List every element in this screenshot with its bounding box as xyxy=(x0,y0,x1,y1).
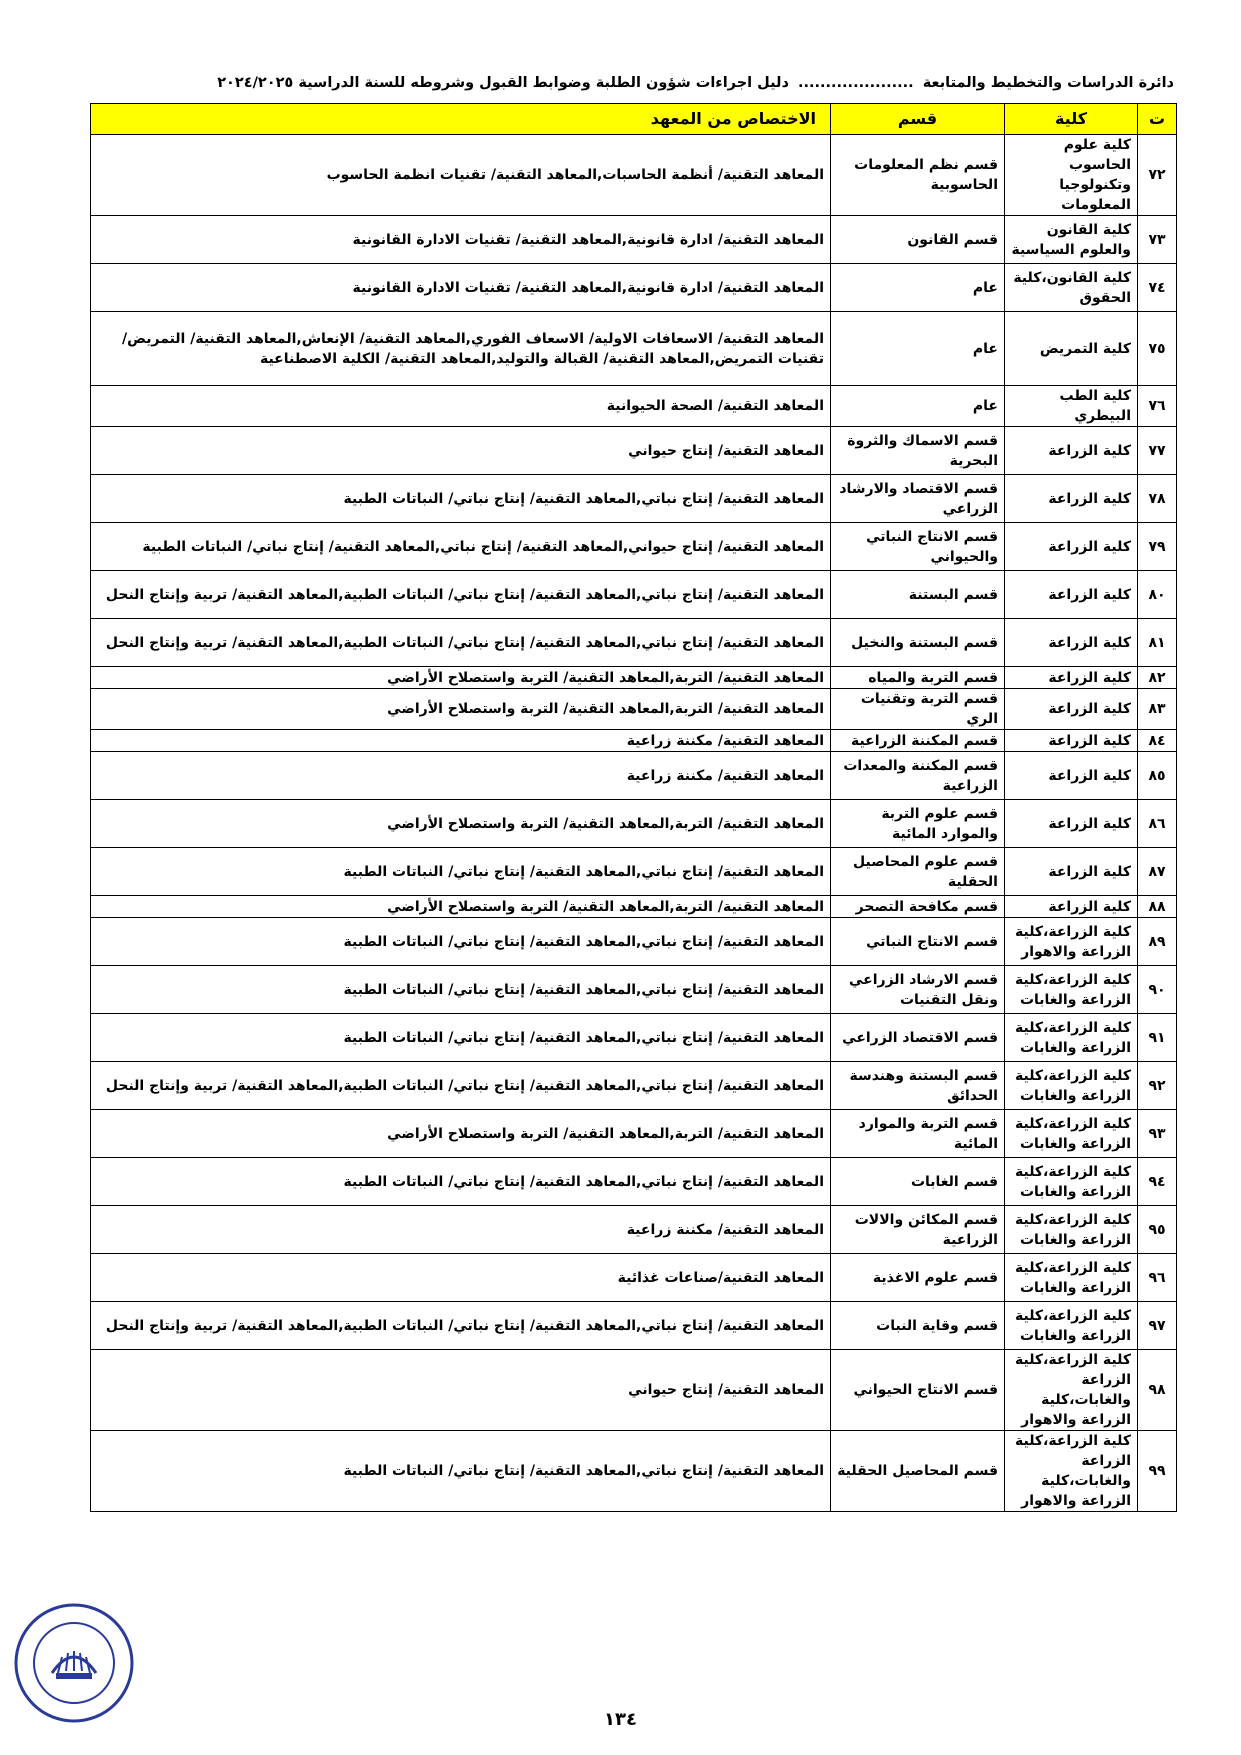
cell-department: قسم مكافحة التصحر xyxy=(831,896,1005,918)
cell-department: قسم التربة والمياه xyxy=(831,667,1005,689)
cell-specialization: المعاهد التقنية/ التربة,المعاهد التقنية/ التربة واستصلاح الأراضي xyxy=(91,667,831,689)
cell-college: كلية الزراعة xyxy=(1005,667,1138,689)
cell-college: كلية الزراعة،كلية الزراعة والغابات xyxy=(1005,1110,1138,1158)
cell-specialization: المعاهد التقنية/ التربة,المعاهد التقنية/ التربة واستصلاح الأراضي xyxy=(91,1110,831,1158)
cell-specialization: المعاهد التقنية/ إنتاج حيواني,المعاهد التقنية/ إنتاج نباتي,المعاهد التقنية/ إنتاج نباتي/ النباتات الطبية xyxy=(91,523,831,571)
cell-department: قسم علوم الاغذية xyxy=(831,1254,1005,1302)
cell-department: قسم التربة وتقنيات الري xyxy=(831,689,1005,730)
cell-number: ٨٠ xyxy=(1138,571,1177,619)
cell-number: ٨٩ xyxy=(1138,918,1177,966)
cell-department: قسم الانتاج النباتي والحيواني xyxy=(831,523,1005,571)
cell-college: كلية الزراعة،كلية الزراعة والاهوار xyxy=(1005,918,1138,966)
cell-specialization: المعاهد التقنية/ التربة,المعاهد التقنية/ التربة واستصلاح الأراضي xyxy=(91,896,831,918)
cell-department: قسم المكننة الزراعية xyxy=(831,730,1005,752)
cell-department: قسم المحاصيل الحقلية xyxy=(831,1431,1005,1512)
cell-specialization: المعاهد التقنية/ إنتاج نباتي,المعاهد التقنية/ إنتاج نباتي/ النباتات الطبية xyxy=(91,1014,831,1062)
cell-department: قسم نظم المعلومات الحاسوبية xyxy=(831,135,1005,216)
table-row xyxy=(91,1158,1177,1206)
cell-number: ٩١ xyxy=(1138,1014,1177,1062)
cell-specialization: المعاهد التقنية/ إنتاج نباتي,المعاهد التقنية/ إنتاج نباتي/ النباتات الطبية xyxy=(91,966,831,1014)
table-row xyxy=(91,752,1177,800)
ministry-seal xyxy=(12,1601,136,1725)
cell-department: قسم الغابات xyxy=(831,1158,1005,1206)
cell-specialization: المعاهد التقنية/ إنتاج نباتي,المعاهد التقنية/ إنتاج نباتي/ النباتات الطبية,المعاهد التقنية/ تربية وإنتاج النحل xyxy=(91,1302,831,1350)
cell-college: كلية الزراعة xyxy=(1005,523,1138,571)
cell-department: عام xyxy=(831,264,1005,312)
cell-number: ٨٢ xyxy=(1138,667,1177,689)
cell-specialization: المعاهد التقنية/ إنتاج نباتي,المعاهد التقنية/ إنتاج نباتي/ النباتات الطبية xyxy=(91,1158,831,1206)
table-row xyxy=(91,667,1177,689)
cell-department: قسم الاسماك والثروة البحرية xyxy=(831,427,1005,475)
table-row xyxy=(91,1014,1177,1062)
cell-specialization: المعاهد التقنية/ إنتاج نباتي,المعاهد التقنية/ إنتاج نباتي/ النباتات الطبية xyxy=(91,848,831,896)
table-row xyxy=(91,918,1177,966)
cell-number: ٧٨ xyxy=(1138,475,1177,523)
table-row xyxy=(91,848,1177,896)
table-row xyxy=(91,216,1177,264)
cell-number: ٧٦ xyxy=(1138,386,1177,427)
col-header-department: قسم xyxy=(831,104,1005,135)
cell-number: ٧٣ xyxy=(1138,216,1177,264)
cell-number: ٨٧ xyxy=(1138,848,1177,896)
page-number: ١٣٤ xyxy=(604,1709,637,1730)
cell-specialization: المعاهد التقنية/ الصحة الحيوانية xyxy=(91,386,831,427)
cell-number: ٧٤ xyxy=(1138,264,1177,312)
cell-college: كلية الزراعة xyxy=(1005,730,1138,752)
cell-college: كلية الزراعة xyxy=(1005,896,1138,918)
cell-college: كلية الزراعة xyxy=(1005,800,1138,848)
cell-specialization: المعاهد التقنية/ أنظمة الحاسبات,المعاهد التقنية/ تقنيات انظمة الحاسوب xyxy=(91,135,831,216)
table-row xyxy=(91,730,1177,752)
cell-college: كلية علوم الحاسوب وتكنولوجيا المعلومات xyxy=(1005,135,1138,216)
cell-number: ٨٥ xyxy=(1138,752,1177,800)
cell-specialization: المعاهد التقنية/ إنتاج نباتي,المعاهد التقنية/ إنتاج نباتي/ النباتات الطبية xyxy=(91,1431,831,1512)
cell-department: قسم المكائن والالات الزراعية xyxy=(831,1206,1005,1254)
cell-college: كلية الزراعة xyxy=(1005,752,1138,800)
cell-specialization: المعاهد التقنية/ إنتاج نباتي,المعاهد التقنية/ إنتاج نباتي/ النباتات الطبية,المعاهد التقنية/ تربية وإنتاج النحل xyxy=(91,619,831,667)
cell-number: ٧٢ xyxy=(1138,135,1177,216)
col-header-college: كلية xyxy=(1005,104,1138,135)
cell-department: قسم القانون xyxy=(831,216,1005,264)
table-row xyxy=(91,523,1177,571)
cell-department: قسم علوم التربة والموارد المائية xyxy=(831,800,1005,848)
cell-college: كلية الزراعة،كلية الزراعة والغابات xyxy=(1005,966,1138,1014)
cell-specialization: المعاهد التقنية/ مكننة زراعية xyxy=(91,1206,831,1254)
cell-department: قسم البستنة xyxy=(831,571,1005,619)
table-row xyxy=(91,386,1177,427)
cell-specialization: المعاهد التقنية/ التربة,المعاهد التقنية/ التربة واستصلاح الأراضي xyxy=(91,800,831,848)
table-row xyxy=(91,1350,1177,1431)
cell-specialization: المعاهد التقنية/ إنتاج نباتي,المعاهد التقنية/ إنتاج نباتي/ النباتات الطبية xyxy=(91,475,831,523)
header-guide-title: دليل اجراءات شؤون الطلبة وضوابط القبول وشروطه للسنة الدراسية ٢٠٢٤/٢٠٢٥ xyxy=(217,75,789,91)
table-row xyxy=(91,312,1177,386)
cell-number: ٨١ xyxy=(1138,619,1177,667)
cell-department: قسم الانتاج الحيواني xyxy=(831,1350,1005,1431)
cell-specialization: المعاهد التقنية/ إنتاج حيواني xyxy=(91,427,831,475)
table-row xyxy=(91,800,1177,848)
table-row xyxy=(91,264,1177,312)
table-row xyxy=(91,427,1177,475)
table-row xyxy=(91,1062,1177,1110)
cell-department: قسم البستنة والنخيل xyxy=(831,619,1005,667)
cell-specialization: المعاهد التقنية/ إنتاج نباتي,المعاهد التقنية/ إنتاج نباتي/ النباتات الطبية,المعاهد التقنية/ تربية وإنتاج النحل xyxy=(91,571,831,619)
cell-department: عام xyxy=(831,386,1005,427)
cell-specialization: المعاهد التقنية/ ادارة قانونية,المعاهد التقنية/ تقنيات الادارة القانونية xyxy=(91,264,831,312)
table-row xyxy=(91,1110,1177,1158)
cell-number: ٩٦ xyxy=(1138,1254,1177,1302)
cell-college: كلية الزراعة،كلية الزراعة والغابات xyxy=(1005,1158,1138,1206)
cell-college: كلية التمريض xyxy=(1005,312,1138,386)
document-header xyxy=(92,70,1174,96)
cell-college: كلية الزراعة،كلية الزراعة والغابات xyxy=(1005,1302,1138,1350)
table-body xyxy=(91,135,1177,1512)
cell-college: كلية الزراعة،كلية الزراعة والغابات xyxy=(1005,1014,1138,1062)
cell-college: كلية الزراعة xyxy=(1005,475,1138,523)
cell-college: كلية الزراعة،كلية الزراعة والغابات xyxy=(1005,1254,1138,1302)
cell-college: كلية الزراعة،كلية الزراعة والغابات،كلية الزراعة والاهوار xyxy=(1005,1350,1138,1431)
cell-department: قسم البستنة وهندسة الحدائق xyxy=(831,1062,1005,1110)
table-row xyxy=(91,689,1177,730)
cell-department: عام xyxy=(831,312,1005,386)
table-row xyxy=(91,1206,1177,1254)
cell-college: كلية الزراعة xyxy=(1005,689,1138,730)
table-row xyxy=(91,135,1177,216)
cell-specialization: المعاهد التقنية/ ادارة قانونية,المعاهد التقنية/ تقنيات الادارة القانونية xyxy=(91,216,831,264)
cell-college: كلية الزراعة،كلية الزراعة والغابات xyxy=(1005,1206,1138,1254)
cell-specialization: المعاهد التقنية/ إنتاج نباتي,المعاهد التقنية/ إنتاج نباتي/ النباتات الطبية,المعاهد التقنية/ تربية وإنتاج النحل xyxy=(91,1062,831,1110)
cell-department: قسم الارشاد الزراعي ونقل التقنيات xyxy=(831,966,1005,1014)
cell-number: ٨٤ xyxy=(1138,730,1177,752)
cell-department: قسم الانتاج النباتي xyxy=(831,918,1005,966)
cell-number: ٩٢ xyxy=(1138,1062,1177,1110)
admission-table xyxy=(90,103,1177,1512)
cell-college: كلية القانون،كلية الحقوق xyxy=(1005,264,1138,312)
cell-number: ٩٣ xyxy=(1138,1110,1177,1158)
cell-department: قسم الاقتصاد الزراعي xyxy=(831,1014,1005,1062)
cell-college: كلية الزراعة xyxy=(1005,848,1138,896)
cell-department: قسم وقاية النبات xyxy=(831,1302,1005,1350)
table-row xyxy=(91,1302,1177,1350)
cell-number: ٨٨ xyxy=(1138,896,1177,918)
cell-number: ٩٥ xyxy=(1138,1206,1177,1254)
cell-specialization: المعاهد التقنية/ مكننة زراعية xyxy=(91,730,831,752)
table-row xyxy=(91,966,1177,1014)
table-row xyxy=(91,896,1177,918)
cell-specialization: المعاهد التقنية/صناعات غذائية xyxy=(91,1254,831,1302)
cell-number: ٧٩ xyxy=(1138,523,1177,571)
cell-specialization: المعاهد التقنية/ الاسعافات الاولية/ الاسعاف الفوري,المعاهد التقنية/ الإنعاش,المعاهد التقنية/ التمريض/تقنيات التمريض,المعاهد التقنية/ القبالة والتوليد,المعاهد التقنية/ الكلية الاصطناعية xyxy=(91,312,831,386)
col-header-specialization: الاختصاص من المعهد xyxy=(91,104,831,135)
cell-college: كلية الزراعة،كلية الزراعة والغابات xyxy=(1005,1062,1138,1110)
cell-number: ٨٦ xyxy=(1138,800,1177,848)
cell-number: ٩٨ xyxy=(1138,1350,1177,1431)
cell-department: قسم علوم المحاصيل الحقلية xyxy=(831,848,1005,896)
cell-college: كلية الزراعة xyxy=(1005,427,1138,475)
cell-college: كلية الطب البيطري xyxy=(1005,386,1138,427)
cell-specialization: المعاهد التقنية/ مكننة زراعية xyxy=(91,752,831,800)
table-row xyxy=(91,1254,1177,1302)
table-header-row xyxy=(91,104,1177,135)
cell-department: قسم التربة والموارد المائية xyxy=(831,1110,1005,1158)
cell-number: ٩٩ xyxy=(1138,1431,1177,1512)
header-dots: ..................... xyxy=(797,75,914,91)
cell-college: كلية الزراعة،كلية الزراعة والغابات،كلية الزراعة والاهوار xyxy=(1005,1431,1138,1512)
table-row xyxy=(91,619,1177,667)
cell-number: ٧٥ xyxy=(1138,312,1177,386)
cell-college: كلية الزراعة xyxy=(1005,619,1138,667)
table-row xyxy=(91,571,1177,619)
cell-department: قسم الاقتصاد والارشاد الزراعي xyxy=(831,475,1005,523)
cell-college: كلية الزراعة xyxy=(1005,571,1138,619)
table-row xyxy=(91,475,1177,523)
cell-college: كلية القانون والعلوم السياسية xyxy=(1005,216,1138,264)
col-header-number: ت xyxy=(1138,104,1177,135)
cell-specialization: المعاهد التقنية/ إنتاج نباتي,المعاهد التقنية/ إنتاج نباتي/ النباتات الطبية xyxy=(91,918,831,966)
header-department: دائرة الدراسات والتخطيط والمتابعة xyxy=(922,75,1174,91)
cell-specialization: المعاهد التقنية/ إنتاج حيواني xyxy=(91,1350,831,1431)
cell-number: ٨٣ xyxy=(1138,689,1177,730)
cell-number: ٩٧ xyxy=(1138,1302,1177,1350)
cell-number: ٩٤ xyxy=(1138,1158,1177,1206)
cell-number: ٧٧ xyxy=(1138,427,1177,475)
table-row xyxy=(91,1431,1177,1512)
cell-department: قسم المكننة والمعدات الزراعية xyxy=(831,752,1005,800)
cell-number: ٩٠ xyxy=(1138,966,1177,1014)
cell-specialization: المعاهد التقنية/ التربة,المعاهد التقنية/ التربة واستصلاح الأراضي xyxy=(91,689,831,730)
